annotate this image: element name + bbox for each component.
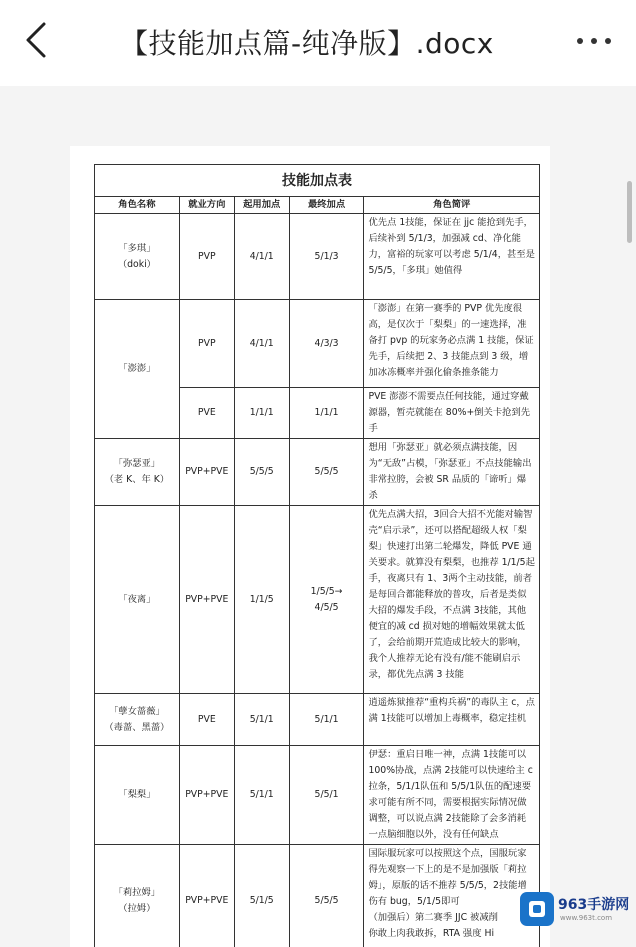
column-header: 最终加点 xyxy=(289,197,364,214)
start-points-cell: 1/1/1 xyxy=(234,388,289,439)
document-title: 【技能加点篇-纯净版】.docx xyxy=(120,27,494,60)
review-cell: 想用「弥瑟亚」就必须点满技能，因为“无敌”占模，「弥瑟亚」不点技能输出非常拉胯，会被 SR 品质的「谛听」爆杀 xyxy=(364,439,540,506)
role-name-cell: 「莉拉姆」 （拉姆） xyxy=(95,845,180,947)
table-row xyxy=(95,506,540,694)
review-cell: 「澎澎」在第一赛季的 PVP 优先度很高，是仅次于「梨梨」的一速选择，准备打 pvp 的玩家务必点满 1 技能，保证先手，后续把 2、3 技能点到 3 级，增加冰冻概率并强化偷条推条能力 xyxy=(364,300,540,388)
final-points-cell: 4/3/3 xyxy=(289,300,364,388)
final-points-cell: 5/1/1 xyxy=(289,694,364,746)
watermark-url: www.963t.com xyxy=(560,914,613,922)
direction-cell: PVP xyxy=(179,214,234,300)
document-viewer[interactable] xyxy=(0,86,636,947)
direction-cell: PVP+PVE xyxy=(179,506,234,694)
direction-cell: PVP xyxy=(179,300,234,388)
more-icon xyxy=(574,26,614,56)
review-cell: 伊瑟：重启日唯一神，点满 1技能可以100%协战，点满 2技能可以快速给主 c拉条，5/1/1队伍和 5/5/1队伍的配速要求可能有所不同，需要根据实际情况做调整，可以说点满 2技能除了会多消耗一点脑细胞以外，没有任何缺点 xyxy=(364,746,540,845)
final-points-cell: 5/5/5 xyxy=(289,845,364,947)
start-points-cell: 4/1/1 xyxy=(234,214,289,300)
column-header: 就业方向 xyxy=(179,197,234,214)
vertical-scrollbar[interactable] xyxy=(627,181,632,243)
logo-icon xyxy=(520,892,554,926)
final-points-cell: 1/1/1 xyxy=(289,388,364,439)
role-name-cell: 「弥瑟亚」 （老 K、年 K） xyxy=(95,439,180,506)
final-points-cell: 5/5/1 xyxy=(289,746,364,845)
direction-cell: PVP+PVE xyxy=(179,439,234,506)
role-name-cell: 「多琪」 （doki） xyxy=(95,214,180,300)
table-header-row xyxy=(95,197,540,214)
column-header: 角色简评 xyxy=(364,197,540,214)
table-row xyxy=(95,300,540,388)
skill-table xyxy=(94,164,540,947)
start-points-cell: 5/1/1 xyxy=(234,694,289,746)
more-button[interactable] xyxy=(574,26,614,56)
table-row xyxy=(95,214,540,300)
site-watermark xyxy=(516,884,632,934)
direction-cell: PVE xyxy=(179,694,234,746)
top-bar xyxy=(0,0,636,86)
start-points-cell: 1/1/5 xyxy=(234,506,289,694)
role-name-cell: 「澎澎」 xyxy=(95,300,180,439)
final-points-cell: 5/5/5 xyxy=(289,439,364,506)
column-header: 起用加点 xyxy=(234,197,289,214)
chevron-left-icon xyxy=(18,20,58,60)
review-cell: 国际服玩家可以按照这个点，国服玩家得先观察一下上的是不是加强版「莉拉姆」，原版的话不推荐 5/5/5，2技能增伤有 bug，5/1/5即可 （加强后）第二赛季 JJC 被减削 你敢上肉我敢拆，RTA 强度 Hi xyxy=(364,845,540,947)
start-points-cell: 5/5/5 xyxy=(234,439,289,506)
role-name-cell: 「孽女蔷薇」 （毒蔷、黑蔷） xyxy=(95,694,180,746)
table-row xyxy=(95,694,540,746)
direction-cell: PVP+PVE xyxy=(179,845,234,947)
final-points-cell: 1/5/5→ 4/5/5 xyxy=(289,506,364,694)
review-cell: 逍遥炼狱推荐“重构兵祸”的毒队主 c，点满 1技能可以增加上毒概率，稳定挂机 xyxy=(364,694,540,746)
final-points-cell: 5/1/3 xyxy=(289,214,364,300)
start-points-cell: 4/1/1 xyxy=(234,300,289,388)
start-points-cell: 5/1/1 xyxy=(234,746,289,845)
table-row xyxy=(95,439,540,506)
table-row xyxy=(95,845,540,947)
watermark-name: 963手游网 xyxy=(558,897,630,913)
table-row xyxy=(95,746,540,845)
review-cell: 优先点 1技能，保证在 jjc 能抢到先手，后续补到 5/1/3，加强减 cd、净化能力，富裕的玩家可以考虑 5/1/4，甚至是 5/5/5，「多琪」她值得 xyxy=(364,214,540,300)
start-points-cell: 5/1/5 xyxy=(234,845,289,947)
review-cell: 优先点满大招，3回合大招不光能对输智壳“启示录”，还可以搭配超级人权「梨梨」快速打出第二轮爆发，降低 PVE 通关要求。就算没有梨梨，也推荐 1/1/5起手，夜离只有 1、3两个主动技能，前者是每回合都能释放的普攻，后者是类似大招的爆发手段，不点满 3技能，其他便宜的减 cd 损对她的增幅效果就太低了，会给前期开荒造成比较大的影响，我个人推荐无论有没有/能不能刷启示录，都优先点满 3 技能 xyxy=(364,506,540,694)
role-name-cell: 「梨梨」 xyxy=(95,746,180,845)
back-button[interactable] xyxy=(18,20,58,60)
direction-cell: PVE xyxy=(179,388,234,439)
document-page xyxy=(70,146,550,947)
direction-cell: PVP+PVE xyxy=(179,746,234,845)
review-cell: PVE 澎澎不需要点任何技能，通过穿戴源器，暂売就能在 80%+倒关卡抢到先手 xyxy=(364,388,540,439)
table-caption: 技能加点表 xyxy=(95,165,540,197)
role-name-cell: 「夜离」 xyxy=(95,506,180,694)
column-header: 角色名称 xyxy=(95,197,180,214)
